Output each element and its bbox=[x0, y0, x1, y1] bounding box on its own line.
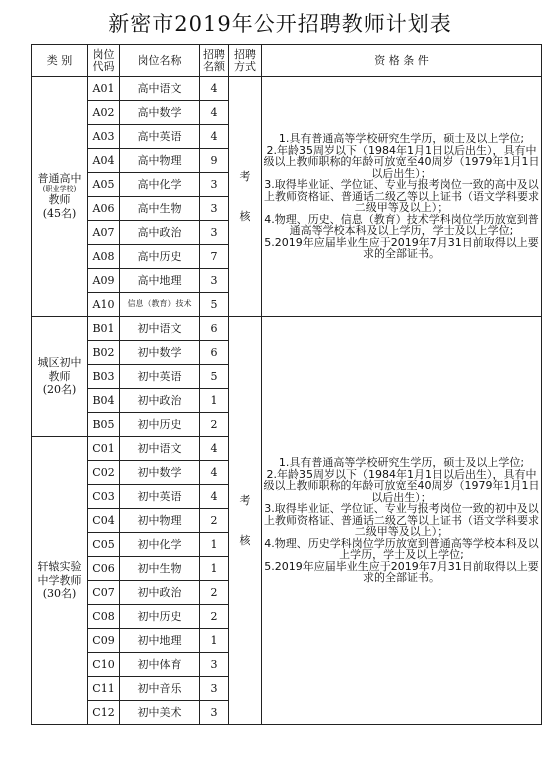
position-count: 3 bbox=[200, 653, 229, 677]
position-code: A07 bbox=[88, 221, 120, 245]
position-name: 信息（教育）技术 bbox=[120, 293, 200, 317]
position-count: 1 bbox=[200, 557, 229, 581]
method-top: 考 bbox=[239, 169, 251, 183]
position-name: 高中历史 bbox=[120, 245, 200, 269]
category-sub-label: (职业学校) bbox=[42, 184, 77, 193]
position-name: 初中政治 bbox=[120, 581, 200, 605]
requirement-item: 3.取得毕业证、学位证、专业与报考岗位一致的初中及以上教师资格证、普通话二级乙等以上证书（语文学科要求二级甲等及以上）； bbox=[264, 502, 539, 539]
position-count: 3 bbox=[200, 269, 229, 293]
position-name: 初中生物 bbox=[120, 557, 200, 581]
position-name: 初中政治 bbox=[120, 389, 200, 413]
position-name: 高中数学 bbox=[120, 101, 200, 125]
method-top: 考 bbox=[239, 493, 251, 507]
position-code: B05 bbox=[88, 413, 120, 437]
requirement-item: 1.具有普通高等学校研究生学历，硕士及以上学位; bbox=[278, 455, 525, 469]
table-row bbox=[32, 77, 542, 101]
position-code: B04 bbox=[88, 389, 120, 413]
position-count: 9 bbox=[200, 149, 229, 173]
requirements-cell bbox=[262, 317, 542, 725]
recruitment-table bbox=[31, 44, 542, 725]
position-code: C12 bbox=[88, 701, 120, 725]
position-name: 初中语文 bbox=[120, 437, 200, 461]
position-name: 高中化学 bbox=[120, 173, 200, 197]
position-count: 3 bbox=[200, 221, 229, 245]
position-name: 高中物理 bbox=[120, 149, 200, 173]
position-name: 初中数学 bbox=[120, 341, 200, 365]
position-count: 4 bbox=[200, 77, 229, 101]
requirement-item: 1.具有普通高等学校研究生学历，硕士及以上学位; bbox=[278, 131, 525, 145]
position-count: 2 bbox=[200, 413, 229, 437]
position-code: C03 bbox=[88, 485, 120, 509]
requirements-cell bbox=[262, 77, 542, 317]
position-count: 7 bbox=[200, 245, 229, 269]
category-label: 普通高中 bbox=[37, 172, 82, 186]
position-count: 4 bbox=[200, 125, 229, 149]
category-count: (20名) bbox=[42, 383, 77, 397]
method-cell bbox=[229, 77, 262, 317]
requirement-item: 2.年龄35周岁以下（1984年1月1日以后出生），具有中级以上教师职称的年龄可放宽至40周岁（1979年1月1日以后出生）； bbox=[263, 467, 540, 504]
header-requirements: 资 格 条 件 bbox=[262, 45, 542, 77]
header-count: 招聘名额 bbox=[200, 45, 229, 77]
method-bottom: 核 bbox=[239, 533, 251, 547]
position-code: A02 bbox=[88, 101, 120, 125]
position-name: 高中地理 bbox=[120, 269, 200, 293]
table-body bbox=[32, 77, 542, 725]
position-code: A04 bbox=[88, 149, 120, 173]
header-name: 岗位名称 bbox=[120, 45, 200, 77]
position-code: C04 bbox=[88, 509, 120, 533]
position-code: B02 bbox=[88, 341, 120, 365]
position-name: 高中语文 bbox=[120, 77, 200, 101]
method-bottom: 核 bbox=[239, 209, 251, 223]
position-name: 初中化学 bbox=[120, 533, 200, 557]
requirement-item: 5.2019年应届毕业生应于2019年7月31日前取得以上要求的全部证书。 bbox=[264, 559, 539, 585]
position-code: C05 bbox=[88, 533, 120, 557]
position-count: 6 bbox=[200, 317, 229, 341]
position-count: 2 bbox=[200, 605, 229, 629]
position-count: 4 bbox=[200, 437, 229, 461]
position-code: A03 bbox=[88, 125, 120, 149]
position-code: C06 bbox=[88, 557, 120, 581]
position-name: 初中音乐 bbox=[120, 677, 200, 701]
position-count: 4 bbox=[200, 101, 229, 125]
position-code: A08 bbox=[88, 245, 120, 269]
position-code: C08 bbox=[88, 605, 120, 629]
position-code: A10 bbox=[88, 293, 120, 317]
position-count: 5 bbox=[200, 293, 229, 317]
position-name: 初中物理 bbox=[120, 509, 200, 533]
position-count: 1 bbox=[200, 389, 229, 413]
category-cell bbox=[32, 77, 88, 317]
category-label: 城区初中 bbox=[37, 355, 82, 369]
requirement-item: 5.2019年应届毕业生应于2019年7月31日前取得以上要求的全部证书。 bbox=[264, 235, 539, 261]
position-name: 初中数学 bbox=[120, 461, 200, 485]
position-code: C10 bbox=[88, 653, 120, 677]
header-category: 类 别 bbox=[32, 45, 88, 77]
category-label-2: 教师 bbox=[48, 193, 71, 207]
position-code: C02 bbox=[88, 461, 120, 485]
requirement-item: 4.物理、历史、信息（教育）技术学科岗位学历放宽到普通高等学校本科及以上学历，学士及以上学位; bbox=[264, 212, 539, 238]
category-label-2: 教师 bbox=[48, 369, 71, 383]
position-code: A05 bbox=[88, 173, 120, 197]
position-code: C09 bbox=[88, 629, 120, 653]
position-count: 1 bbox=[200, 629, 229, 653]
requirement-item: 3.取得毕业证、学位证、专业与报考岗位一致的高中及以上教师资格证、普通话二级乙等以上证书（语文学科要求二级甲等及以上）； bbox=[264, 178, 539, 215]
method-cell bbox=[229, 317, 262, 725]
position-name: 高中生物 bbox=[120, 197, 200, 221]
position-count: 2 bbox=[200, 509, 229, 533]
position-count: 6 bbox=[200, 341, 229, 365]
category-label: 轩辕实验 bbox=[37, 559, 82, 573]
category-cell bbox=[32, 437, 88, 725]
requirement-item: 2.年龄35周岁以下（1984年1月1日以后出生），具有中级以上教师职称的年龄可放宽至40周岁（1979年1月1日以后出生）； bbox=[263, 143, 540, 180]
category-cell bbox=[32, 317, 88, 437]
position-count: 4 bbox=[200, 461, 229, 485]
position-count: 2 bbox=[200, 581, 229, 605]
position-code: A06 bbox=[88, 197, 120, 221]
position-code: C11 bbox=[88, 677, 120, 701]
position-name: 高中英语 bbox=[120, 125, 200, 149]
position-name: 初中美术 bbox=[120, 701, 200, 725]
position-code: A09 bbox=[88, 269, 120, 293]
header-method: 招聘方式 bbox=[229, 45, 262, 77]
position-name: 初中地理 bbox=[120, 629, 200, 653]
position-code: B01 bbox=[88, 317, 120, 341]
position-count: 5 bbox=[200, 365, 229, 389]
category-count: (30名) bbox=[42, 587, 77, 601]
table-header-row bbox=[32, 45, 542, 77]
position-code: A01 bbox=[88, 77, 120, 101]
position-name: 初中体育 bbox=[120, 653, 200, 677]
position-count: 1 bbox=[200, 533, 229, 557]
category-label-2: 中学教师 bbox=[37, 573, 82, 587]
page-title: 新密市2019年公开招聘教师计划表 bbox=[108, 12, 452, 36]
position-count: 3 bbox=[200, 701, 229, 725]
position-count: 3 bbox=[200, 173, 229, 197]
position-code: C07 bbox=[88, 581, 120, 605]
category-count: (45名) bbox=[42, 207, 77, 221]
position-name: 初中英语 bbox=[120, 485, 200, 509]
position-code: B03 bbox=[88, 365, 120, 389]
position-count: 4 bbox=[200, 485, 229, 509]
position-count: 3 bbox=[200, 677, 229, 701]
position-name: 初中历史 bbox=[120, 413, 200, 437]
position-name: 初中英语 bbox=[120, 365, 200, 389]
table-row bbox=[32, 317, 542, 341]
position-count: 3 bbox=[200, 197, 229, 221]
position-name: 高中政治 bbox=[120, 221, 200, 245]
requirement-item: 4.物理、历史学科岗位学历放宽到普通高等学校本科及以上学历，学士及以上学位; bbox=[264, 536, 539, 562]
position-name: 初中语文 bbox=[120, 317, 200, 341]
position-code: C01 bbox=[88, 437, 120, 461]
header-code: 岗位代码 bbox=[88, 45, 120, 77]
position-name: 初中历史 bbox=[120, 605, 200, 629]
